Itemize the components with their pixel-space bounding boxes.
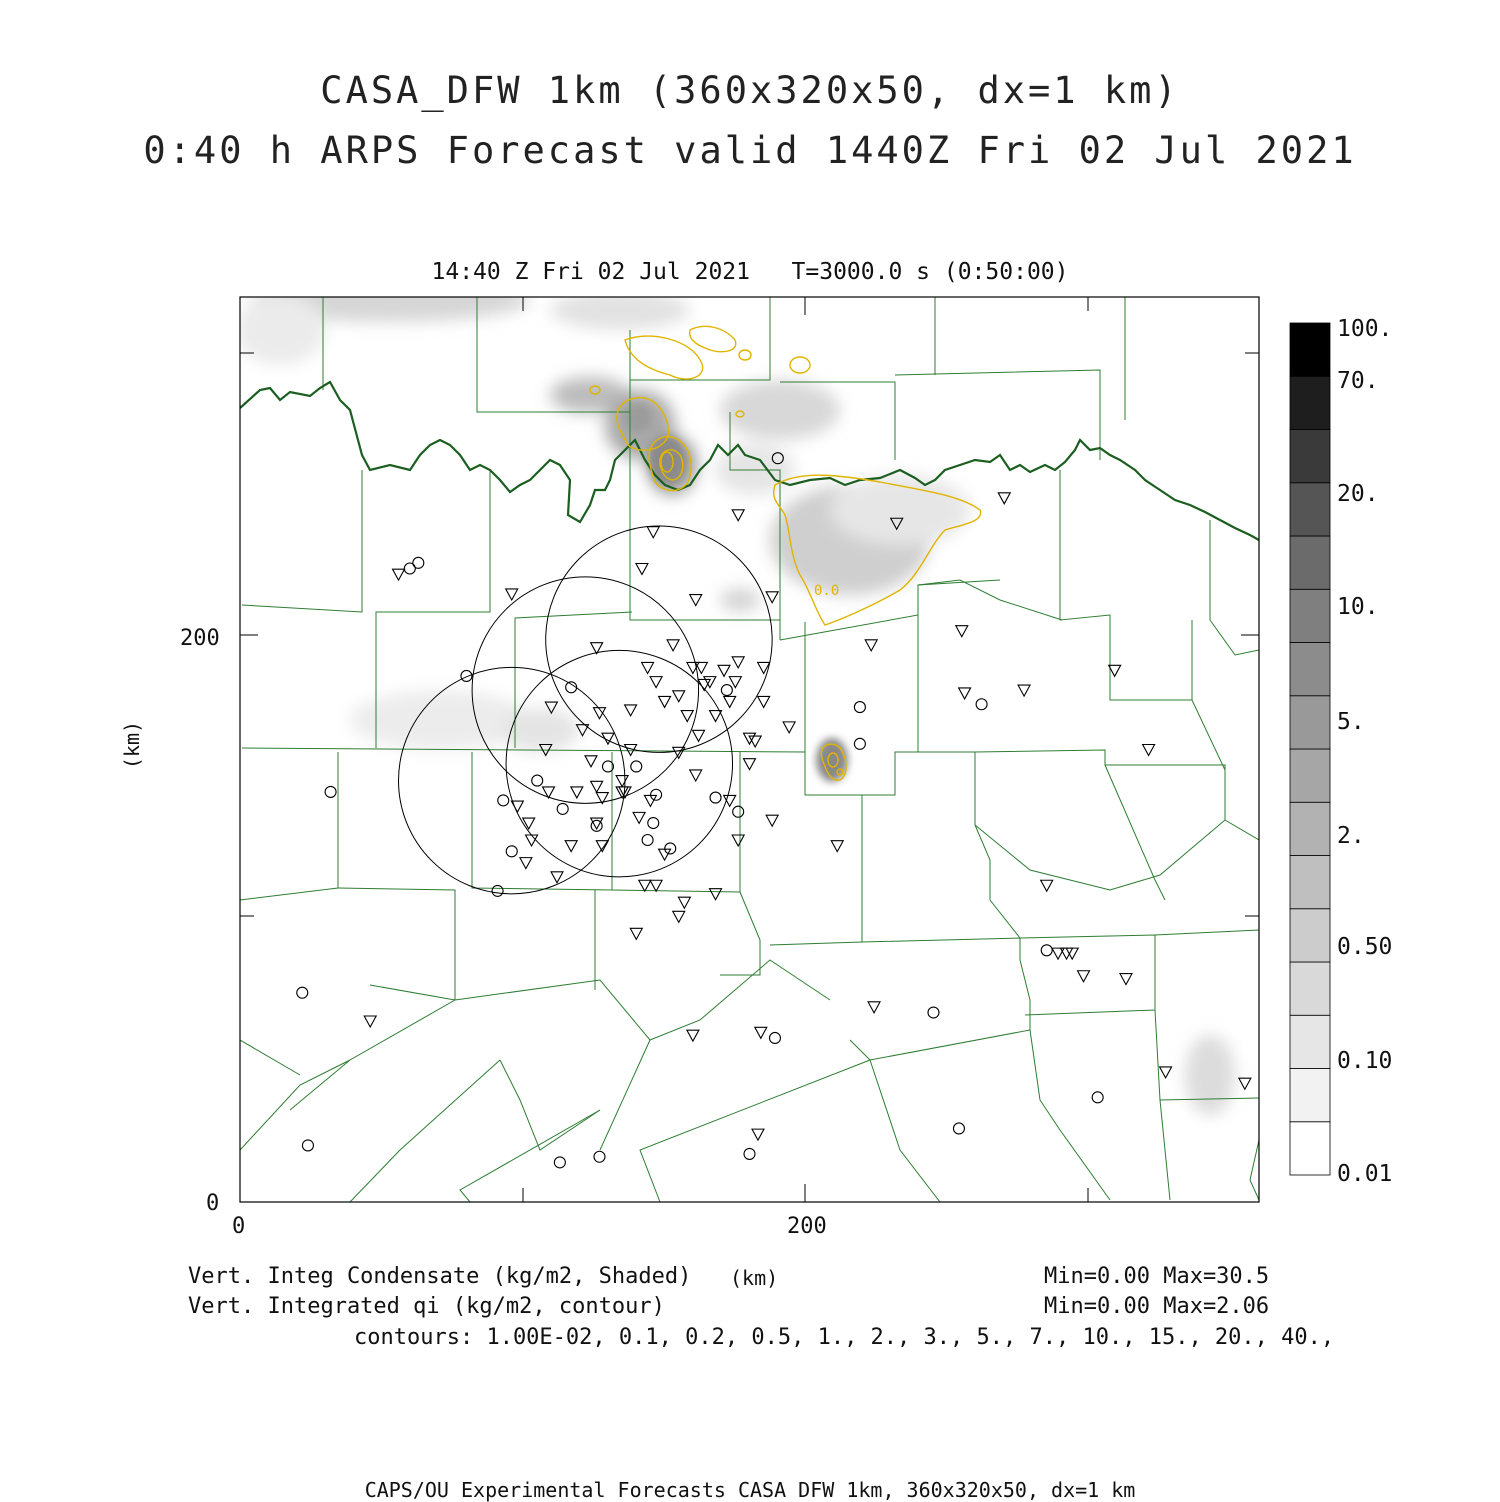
- station-triangle: [724, 696, 736, 707]
- x-tick-200: 200: [787, 1214, 827, 1239]
- colorbar-box: [1290, 749, 1330, 802]
- station-circle: [302, 1140, 313, 1151]
- station-triangle: [758, 696, 770, 707]
- station-circle: [1092, 1092, 1103, 1103]
- shaded-field-label: Vert. Integ Condensate (kg/m2, Shaded): [188, 1264, 692, 1289]
- station-circle: [594, 1151, 605, 1162]
- station-circle: [325, 786, 336, 797]
- footer-credit: CAPS/OU Experimental Forecasts CASA DFW 1km, 360x320x50, dx=1 km: [364, 1478, 1136, 1502]
- station-triangle: [520, 858, 532, 869]
- station-circle: [710, 792, 721, 803]
- radar-ring-1: [546, 526, 772, 752]
- station-triangle: [523, 818, 535, 829]
- station-triangle: [642, 662, 654, 673]
- colorbar-box: [1290, 323, 1330, 376]
- colorbar-box: [1290, 483, 1330, 536]
- x-tick-0: 0: [232, 1214, 246, 1239]
- station-triangle: [681, 711, 693, 722]
- station-circle: [506, 846, 517, 857]
- y-tick-200: 200: [180, 626, 220, 651]
- station-triangle: [633, 812, 645, 823]
- station-triangle: [636, 564, 648, 575]
- station-triangle: [667, 640, 679, 651]
- colorbar-label: 0.10: [1337, 1048, 1393, 1074]
- colorbar-label: 2.: [1337, 823, 1365, 849]
- station-triangle: [704, 677, 716, 688]
- colorbar-label: 5.: [1337, 709, 1365, 735]
- station-circle: [532, 775, 543, 786]
- y-axis-label: (km): [120, 720, 145, 770]
- station-triangle: [673, 911, 685, 922]
- colorbar-box: [1290, 376, 1330, 429]
- station-triangle: [551, 872, 563, 883]
- station-circle: [461, 670, 472, 681]
- station-triangle: [718, 665, 730, 676]
- station-triangle: [687, 1030, 699, 1041]
- station-triangle: [959, 688, 971, 699]
- station-triangle: [744, 733, 756, 744]
- contour-field-label: Vert. Integrated qi (kg/m2, contour): [188, 1294, 665, 1319]
- station-circle: [648, 818, 659, 829]
- station-triangle: [783, 722, 795, 733]
- colorbar-box: [1290, 643, 1330, 696]
- station-circle: [928, 1007, 939, 1018]
- station-triangle: [659, 849, 671, 860]
- station-circle: [1041, 945, 1052, 956]
- station-triangle: [1160, 1067, 1172, 1078]
- station-triangle: [1052, 948, 1064, 959]
- colorbar-box: [1290, 856, 1330, 909]
- station-triangle: [647, 527, 659, 538]
- station-circle: [642, 835, 653, 846]
- station-circle: [492, 885, 503, 896]
- colorbar-label: 0.01: [1337, 1161, 1393, 1187]
- station-triangle: [585, 756, 597, 767]
- station-triangle: [732, 657, 744, 668]
- station-triangle: [865, 640, 877, 651]
- station-circle: [554, 1157, 565, 1168]
- station-triangle: [755, 1027, 767, 1038]
- station-triangle: [956, 626, 968, 637]
- station-circle: [854, 738, 865, 749]
- station-triangle: [650, 880, 662, 891]
- colorbar-box: [1290, 802, 1330, 855]
- colorbar-box: [1290, 696, 1330, 749]
- title-line-2: 0:40 h ARPS Forecast valid 1440Z Fri 02 Jul 2021: [143, 129, 1357, 172]
- x-axis-label: (km): [730, 1266, 779, 1290]
- station-triangle: [752, 1129, 764, 1140]
- colorbar-label: 20.: [1337, 481, 1379, 507]
- station-circle: [744, 1148, 755, 1159]
- station-circle: [413, 557, 424, 568]
- station-triangle: [1239, 1078, 1251, 1089]
- station-triangle: [364, 1016, 376, 1027]
- y-tick-0: 0: [206, 1191, 220, 1216]
- colorbar-box: [1290, 1122, 1330, 1175]
- station-triangle: [543, 787, 555, 798]
- station-triangle: [673, 691, 685, 702]
- station-triangle: [1018, 685, 1030, 696]
- station-triangle: [571, 787, 583, 798]
- station-triangle: [710, 889, 722, 900]
- station-triangle: [998, 493, 1010, 504]
- station-triangle: [673, 747, 685, 758]
- colorbar-box: [1290, 909, 1330, 962]
- colorbar-box: [1290, 430, 1330, 483]
- station-triangle: [724, 795, 736, 806]
- colorbar-label: 10.: [1337, 594, 1379, 620]
- colorbar-label: 100.: [1337, 316, 1393, 342]
- station-triangle: [630, 928, 642, 939]
- station-circle: [733, 806, 744, 817]
- station-triangle: [678, 897, 690, 908]
- station-triangle: [644, 795, 656, 806]
- colorbar-label: 70.: [1337, 368, 1379, 394]
- station-triangle: [732, 510, 744, 521]
- station-triangle: [616, 776, 628, 787]
- station-triangle: [659, 696, 671, 707]
- colorbar-box: [1290, 962, 1330, 1015]
- colorbar-box: [1290, 1015, 1330, 1068]
- station-triangle: [1078, 971, 1090, 982]
- station-circle: [769, 1032, 780, 1043]
- station-circle: [854, 702, 865, 713]
- colorbar-label: 0.50: [1337, 934, 1393, 960]
- station-triangle: [625, 705, 637, 716]
- station-triangle: [690, 770, 702, 781]
- station-triangle: [1041, 880, 1053, 891]
- station-triangle: [591, 781, 603, 792]
- station-circle: [297, 987, 308, 998]
- shaded-field-stats: Min=0.00 Max=30.5: [1044, 1264, 1270, 1289]
- station-triangle: [744, 759, 756, 770]
- station-triangle: [1143, 745, 1155, 756]
- station-markers: [297, 453, 1251, 1168]
- colorbar-box: [1290, 1069, 1330, 1122]
- station-triangle: [393, 569, 405, 580]
- station-triangle: [565, 841, 577, 852]
- subtitle-time: 14:40 Z Fri 02 Jul 2021: [431, 259, 750, 285]
- station-triangle: [1120, 974, 1132, 985]
- station-triangle: [591, 818, 603, 829]
- station-circle: [721, 685, 732, 696]
- station-triangle: [690, 595, 702, 606]
- title-line-1: CASA_DFW 1km (360x320x50, dx=1 km): [320, 69, 1180, 112]
- station-circle: [953, 1123, 964, 1134]
- station-circle: [976, 699, 987, 710]
- station-circle: [498, 795, 509, 806]
- station-circle: [651, 789, 662, 800]
- contour-levels: contours: 1.00E-02, 0.1, 0.2, 0.5, 1., 2., 3., 5., 7., 10., 15., 20., 40.,: [354, 1325, 1335, 1350]
- colorbar: [1290, 323, 1330, 1175]
- colorbar-box: [1290, 589, 1330, 642]
- station-triangle: [831, 841, 843, 852]
- station-triangle: [766, 815, 778, 826]
- colorbar-box: [1290, 536, 1330, 589]
- station-triangle: [732, 835, 744, 846]
- station-triangle: [868, 1002, 880, 1013]
- station-triangle: [693, 730, 705, 741]
- contour-field-stats: Min=0.00 Max=2.06: [1044, 1294, 1270, 1319]
- station-circle: [631, 761, 642, 772]
- contour-label: 0.0: [814, 583, 840, 599]
- station-circle: [557, 803, 568, 814]
- station-triangle: [650, 677, 662, 688]
- station-triangle: [766, 592, 778, 603]
- subtitle-elapsed: T=3000.0 s (0:50:00): [791, 259, 1069, 285]
- station-triangle: [639, 880, 651, 891]
- station-circle: [665, 843, 676, 854]
- station-triangle: [506, 589, 518, 600]
